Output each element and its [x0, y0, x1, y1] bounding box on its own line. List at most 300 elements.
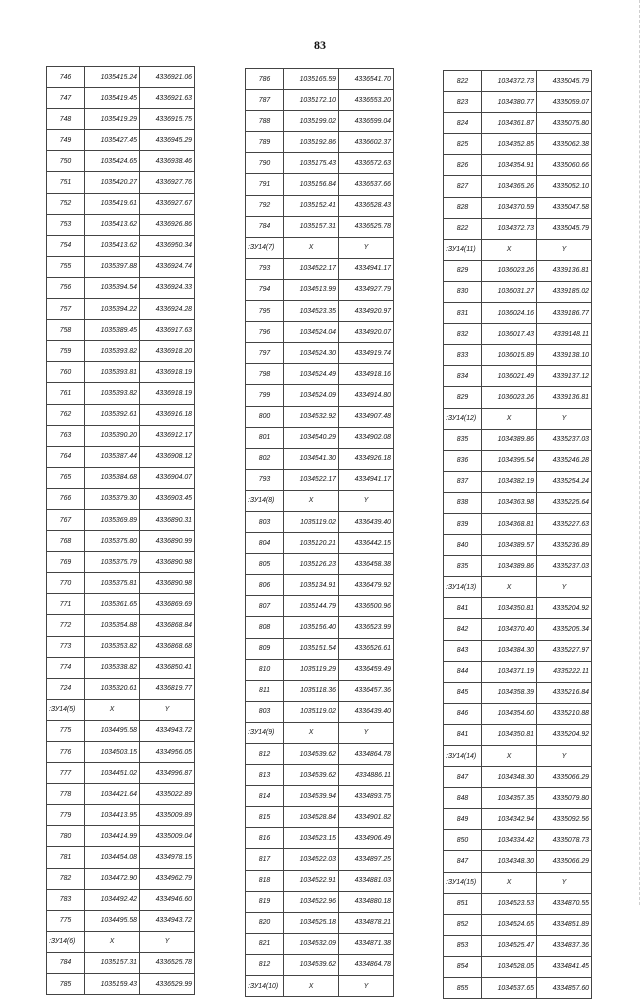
point-id-cell: 761: [47, 383, 85, 404]
x-coordinate-cell: 1035413.62: [85, 235, 140, 256]
point-id-cell: 766: [47, 488, 85, 509]
y-coordinate-cell: 4335225.64: [537, 492, 592, 513]
point-id-cell: 833: [444, 345, 482, 366]
x-coordinate-cell: 1034524.04: [284, 322, 339, 343]
x-coordinate-cell: 1035393.82: [85, 383, 140, 404]
point-id-cell: 831: [444, 303, 482, 324]
y-coordinate-cell: 4335009.04: [140, 826, 195, 847]
x-coordinate-cell: 1035157.31: [85, 952, 140, 973]
point-id-cell: 846: [444, 703, 482, 724]
y-coordinate-cell: 4334943.72: [140, 720, 195, 741]
y-header-cell: Y: [537, 746, 592, 767]
x-coordinate-cell: 1034371.19: [482, 661, 537, 682]
point-id-cell: 844: [444, 661, 482, 682]
x-coordinate-cell: 1035144.79: [284, 596, 339, 617]
point-id-cell: 841: [444, 724, 482, 745]
point-id-cell: 759: [47, 341, 85, 362]
y-coordinate-cell: 4334926.18: [339, 448, 394, 469]
parcel-label-cell: :ЗУ14(10): [246, 976, 284, 997]
y-coordinate-cell: 4334857.60: [537, 978, 592, 999]
x-coordinate-cell: 1035389.45: [85, 320, 140, 341]
x-coordinate-cell: 1034454.08: [85, 847, 140, 868]
point-id-cell: 749: [47, 130, 85, 151]
point-id-cell: 752: [47, 193, 85, 214]
point-id-cell: 840: [444, 535, 482, 556]
table-row: [246, 132, 394, 153]
y-coordinate-cell: 4335210.88: [537, 703, 592, 724]
y-coordinate-cell: 4334927.79: [339, 279, 394, 300]
table-row: [444, 471, 592, 492]
y-coordinate-cell: 4336869.69: [140, 594, 195, 615]
y-coordinate-cell: 4334897.25: [339, 849, 394, 870]
x-coordinate-cell: 1035119.29: [284, 659, 339, 680]
table-row: [246, 786, 394, 807]
point-id-cell: 801: [246, 427, 284, 448]
y-coordinate-cell: 4336938.46: [140, 151, 195, 172]
table-row: [47, 88, 195, 109]
table-row: [47, 404, 195, 425]
table-row: [47, 235, 195, 256]
x-coordinate-cell: 1034532.92: [284, 406, 339, 427]
y-coordinate-cell: 4335204.92: [537, 724, 592, 745]
point-id-cell: 790: [246, 153, 284, 174]
table-row: [47, 868, 195, 889]
y-coordinate-cell: 4335237.03: [537, 429, 592, 450]
y-coordinate-cell: 4336525.78: [339, 216, 394, 237]
x-coordinate-cell: 1034348.30: [482, 767, 537, 788]
y-coordinate-cell: 4336890.31: [140, 509, 195, 530]
x-coordinate-cell: 1034492.42: [85, 889, 140, 910]
x-coordinate-cell: 1035413.62: [85, 214, 140, 235]
point-id-cell: 854: [444, 956, 482, 977]
x-coordinate-cell: 1036024.16: [482, 303, 537, 324]
point-id-cell: 836: [444, 450, 482, 471]
table-row: [47, 552, 195, 573]
table-row: [47, 763, 195, 784]
y-coordinate-cell: 4335078.73: [537, 830, 592, 851]
y-coordinate-cell: 4336439.40: [339, 701, 394, 722]
y-coordinate-cell: 4335045.79: [537, 71, 592, 92]
table-row: [47, 805, 195, 826]
point-id-cell: 768: [47, 531, 85, 552]
y-coordinate-cell: 4335227.63: [537, 513, 592, 534]
table-row: [246, 533, 394, 554]
point-id-cell: 751: [47, 172, 85, 193]
table-row: [246, 617, 394, 638]
y-coordinate-cell: 4334946.60: [140, 889, 195, 910]
point-id-cell: 814: [246, 786, 284, 807]
x-coordinate-cell: 1035384.68: [85, 467, 140, 488]
x-coordinate-cell: 1034395.54: [482, 450, 537, 471]
x-coordinate-cell: 1034513.99: [284, 279, 339, 300]
table-row: [444, 914, 592, 935]
x-coordinate-cell: 1034350.81: [482, 724, 537, 745]
point-id-cell: 770: [47, 573, 85, 594]
point-id-cell: 824: [444, 113, 482, 134]
table-row: [47, 67, 195, 88]
x-coordinate-cell: 1034525.47: [482, 935, 537, 956]
y-coordinate-cell: 4336890.98: [140, 552, 195, 573]
point-id-cell: 818: [246, 870, 284, 891]
y-coordinate-cell: 4336541.70: [339, 69, 394, 90]
x-header-cell: X: [284, 237, 339, 258]
y-coordinate-cell: 4334962.79: [140, 868, 195, 889]
y-coordinate-cell: 4336868.68: [140, 636, 195, 657]
parcel-header-row: [246, 237, 394, 258]
parcel-header-row: [444, 746, 592, 767]
y-coordinate-cell: 4336926.86: [140, 214, 195, 235]
y-coordinate-cell: 4334956.05: [140, 742, 195, 763]
y-header-cell: Y: [537, 577, 592, 598]
table-row: [47, 889, 195, 910]
table-row: [246, 744, 394, 765]
point-id-cell: 788: [246, 111, 284, 132]
y-coordinate-cell: 4336927.67: [140, 193, 195, 214]
table-row: [47, 446, 195, 467]
point-id-cell: 781: [47, 847, 85, 868]
table-row: [246, 427, 394, 448]
table-row: [246, 954, 394, 975]
x-coordinate-cell: 1035156.84: [284, 174, 339, 195]
point-id-cell: 782: [47, 868, 85, 889]
y-header-cell: Y: [339, 722, 394, 743]
y-coordinate-cell: 4339138.10: [537, 345, 592, 366]
point-id-cell: 785: [47, 974, 85, 995]
x-header-cell: X: [284, 722, 339, 743]
y-coordinate-cell: 4336819.77: [140, 678, 195, 699]
x-coordinate-cell: 1036015.89: [482, 345, 537, 366]
x-coordinate-cell: 1034372.73: [482, 71, 537, 92]
x-coordinate-cell: 1034380.77: [482, 92, 537, 113]
parcel-header-row: [47, 931, 195, 952]
x-coordinate-cell: 1036023.26: [482, 260, 537, 281]
point-id-cell: 825: [444, 134, 482, 155]
y-coordinate-cell: 4335045.79: [537, 218, 592, 239]
table-row: [246, 511, 394, 532]
point-id-cell: 850: [444, 830, 482, 851]
y-coordinate-cell: 4335254.24: [537, 471, 592, 492]
table-row: [246, 765, 394, 786]
x-coordinate-cell: 1035392.61: [85, 404, 140, 425]
table-row: [444, 830, 592, 851]
y-coordinate-cell: 4336921.63: [140, 88, 195, 109]
parcel-label-cell: :ЗУ14(9): [246, 722, 284, 743]
point-id-cell: 842: [444, 619, 482, 640]
y-coordinate-cell: 4336917.63: [140, 320, 195, 341]
table-row: [444, 345, 592, 366]
x-coordinate-cell: 1035151.54: [284, 638, 339, 659]
x-coordinate-cell: 1034358.39: [482, 682, 537, 703]
y-coordinate-cell: 4335075.80: [537, 113, 592, 134]
table-row: [444, 450, 592, 471]
x-coordinate-cell: 1035419.61: [85, 193, 140, 214]
y-coordinate-cell: 4339137.12: [537, 366, 592, 387]
table-row: [47, 826, 195, 847]
point-id-cell: 797: [246, 343, 284, 364]
y-coordinate-cell: 4334870.55: [537, 893, 592, 914]
table-row: [246, 701, 394, 722]
y-coordinate-cell: 4335236.89: [537, 535, 592, 556]
y-coordinate-cell: 4335237.03: [537, 556, 592, 577]
table-row: [444, 767, 592, 788]
point-id-cell: 783: [47, 889, 85, 910]
point-id-cell: 837: [444, 471, 482, 492]
point-id-cell: 769: [47, 552, 85, 573]
point-id-cell: 784: [47, 952, 85, 973]
table-row: [47, 320, 195, 341]
y-header-cell: Y: [339, 976, 394, 997]
table-row: [246, 575, 394, 596]
table-row: [444, 788, 592, 809]
table-row: [444, 661, 592, 682]
x-coordinate-cell: 1034528.05: [482, 956, 537, 977]
table-row: [47, 193, 195, 214]
table-row: [246, 364, 394, 385]
table-row: [47, 151, 195, 172]
y-coordinate-cell: 4334864.78: [339, 744, 394, 765]
y-coordinate-cell: 4334920.97: [339, 301, 394, 322]
point-id-cell: 810: [246, 659, 284, 680]
y-coordinate-cell: 4339148.11: [537, 324, 592, 345]
coordinates-table-3: [443, 70, 592, 999]
table-row: [47, 467, 195, 488]
y-coordinate-cell: 4336903.45: [140, 488, 195, 509]
point-id-cell: 855: [444, 978, 482, 999]
x-coordinate-cell: 1034370.40: [482, 619, 537, 640]
y-coordinate-cell: 4335092.56: [537, 809, 592, 830]
parcel-header-row: [444, 239, 592, 260]
y-coordinate-cell: 4336918.19: [140, 362, 195, 383]
table-row: [47, 594, 195, 615]
x-coordinate-cell: 1034413.95: [85, 805, 140, 826]
table-row: [444, 513, 592, 534]
y-coordinate-cell: 4334906.49: [339, 828, 394, 849]
point-id-cell: 757: [47, 299, 85, 320]
table-row: [444, 956, 592, 977]
y-coordinate-cell: 4339136.81: [537, 260, 592, 281]
x-coordinate-cell: 1035134.91: [284, 575, 339, 596]
x-coordinate-cell: 1034421.64: [85, 784, 140, 805]
table-row: [47, 488, 195, 509]
table-row: [47, 172, 195, 193]
parcel-header-row: [246, 722, 394, 743]
x-coordinate-cell: 1035375.80: [85, 531, 140, 552]
y-coordinate-cell: 4334878.21: [339, 912, 394, 933]
x-coordinate-cell: 1034540.29: [284, 427, 339, 448]
y-coordinate-cell: 4335060.66: [537, 155, 592, 176]
y-coordinate-cell: 4334914.80: [339, 385, 394, 406]
point-id-cell: 803: [246, 701, 284, 722]
point-id-cell: 802: [246, 448, 284, 469]
x-coordinate-cell: 1034522.91: [284, 870, 339, 891]
point-id-cell: 822: [444, 71, 482, 92]
table-row: [47, 974, 195, 995]
y-coordinate-cell: 4334918.16: [339, 364, 394, 385]
y-coordinate-cell: 4336553.20: [339, 90, 394, 111]
table-row: [444, 113, 592, 134]
y-coordinate-cell: 4336500.96: [339, 596, 394, 617]
point-id-cell: 835: [444, 556, 482, 577]
parcel-label-cell: :ЗУ14(11): [444, 239, 482, 260]
x-coordinate-cell: 1034348.30: [482, 851, 537, 872]
table-row: [246, 258, 394, 279]
x-coordinate-cell: 1035393.82: [85, 341, 140, 362]
parcel-header-row: [444, 577, 592, 598]
x-coordinate-cell: 1035397.88: [85, 256, 140, 277]
point-id-cell: 799: [246, 385, 284, 406]
x-coordinate-cell: 1035338.82: [85, 657, 140, 678]
y-coordinate-cell: 4334996.87: [140, 763, 195, 784]
x-coordinate-cell: 1034354.60: [482, 703, 537, 724]
y-coordinate-cell: 4336890.98: [140, 573, 195, 594]
point-id-cell: 817: [246, 849, 284, 870]
y-coordinate-cell: 4334919.74: [339, 343, 394, 364]
y-coordinate-cell: 4336890.99: [140, 531, 195, 552]
y-coordinate-cell: 4334864.78: [339, 954, 394, 975]
x-coordinate-cell: 1035119.02: [284, 511, 339, 532]
x-header-cell: X: [284, 490, 339, 511]
x-coordinate-cell: 1035320.61: [85, 678, 140, 699]
point-id-cell: 827: [444, 176, 482, 197]
point-id-cell: 832: [444, 324, 482, 345]
x-header-cell: X: [482, 872, 537, 893]
y-coordinate-cell: 4336602.37: [339, 132, 394, 153]
y-coordinate-cell: 4336924.28: [140, 299, 195, 320]
y-header-cell: Y: [339, 490, 394, 511]
table-row: [246, 322, 394, 343]
x-coordinate-cell: 1035119.02: [284, 701, 339, 722]
table-row: [444, 851, 592, 872]
y-coordinate-cell: 4336599.04: [339, 111, 394, 132]
table-row: [246, 111, 394, 132]
table-row: [246, 849, 394, 870]
y-coordinate-cell: 4334837.36: [537, 935, 592, 956]
x-coordinate-cell: 1034389.57: [482, 535, 537, 556]
parcel-label-cell: :ЗУ14(13): [444, 577, 482, 598]
coordinates-table-2: [245, 68, 394, 997]
y-coordinate-cell: 4339185.02: [537, 281, 592, 302]
table-row: [444, 893, 592, 914]
point-id-cell: 804: [246, 533, 284, 554]
table-row: [444, 366, 592, 387]
x-coordinate-cell: 1034541.30: [284, 448, 339, 469]
x-coordinate-cell: 1034524.30: [284, 343, 339, 364]
table-row: [444, 260, 592, 281]
y-coordinate-cell: 4336927.76: [140, 172, 195, 193]
x-coordinate-cell: 1034539.94: [284, 786, 339, 807]
x-coordinate-cell: 1034528.84: [284, 807, 339, 828]
x-coordinate-cell: 1036031.27: [482, 281, 537, 302]
point-id-cell: 803: [246, 511, 284, 532]
x-header-cell: X: [85, 699, 140, 720]
table-row: [444, 724, 592, 745]
x-coordinate-cell: 1035120.21: [284, 533, 339, 554]
table-row: [444, 492, 592, 513]
x-coordinate-cell: 1035175.43: [284, 153, 339, 174]
y-coordinate-cell: 4336904.07: [140, 467, 195, 488]
point-id-cell: 750: [47, 151, 85, 172]
parcel-header-row: [444, 872, 592, 893]
y-coordinate-cell: 4339136.81: [537, 387, 592, 408]
x-coordinate-cell: 1035424.65: [85, 151, 140, 172]
x-coordinate-cell: 1034334.42: [482, 830, 537, 851]
x-coordinate-cell: 1034451.02: [85, 763, 140, 784]
table-row: [444, 935, 592, 956]
table-row: [444, 155, 592, 176]
point-id-cell: 820: [246, 912, 284, 933]
x-coordinate-cell: 1034524.49: [284, 364, 339, 385]
point-id-cell: 812: [246, 744, 284, 765]
x-coordinate-cell: 1034370.59: [482, 197, 537, 218]
point-id-cell: 845: [444, 682, 482, 703]
x-coordinate-cell: 1035192.86: [284, 132, 339, 153]
y-coordinate-cell: 4335222.11: [537, 661, 592, 682]
table-row: [246, 279, 394, 300]
table-row: [47, 636, 195, 657]
x-coordinate-cell: 1034363.98: [482, 492, 537, 513]
point-id-cell: 773: [47, 636, 85, 657]
y-coordinate-cell: 4336918.20: [140, 341, 195, 362]
table-row: [444, 598, 592, 619]
x-coordinate-cell: 1034522.03: [284, 849, 339, 870]
y-coordinate-cell: 4335079.80: [537, 788, 592, 809]
y-coordinate-cell: 4334907.48: [339, 406, 394, 427]
y-coordinate-cell: 4336523.99: [339, 617, 394, 638]
y-coordinate-cell: 4336525.78: [140, 952, 195, 973]
x-coordinate-cell: 1034342.94: [482, 809, 537, 830]
point-id-cell: 835: [444, 429, 482, 450]
y-coordinate-cell: 4336458.38: [339, 554, 394, 575]
y-coordinate-cell: 4336528.43: [339, 195, 394, 216]
point-id-cell: 764: [47, 446, 85, 467]
x-coordinate-cell: 1034472.90: [85, 868, 140, 889]
table-row: [246, 933, 394, 954]
x-coordinate-cell: 1034539.62: [284, 954, 339, 975]
x-coordinate-cell: 1035387.44: [85, 446, 140, 467]
x-coordinate-cell: 1035415.24: [85, 67, 140, 88]
x-coordinate-cell: 1034365.26: [482, 176, 537, 197]
table-row: [444, 218, 592, 239]
point-id-cell: 777: [47, 763, 85, 784]
table-row: [444, 134, 592, 155]
x-coordinate-cell: 1034523.15: [284, 828, 339, 849]
y-coordinate-cell: 4334941.17: [339, 469, 394, 490]
point-id-cell: 829: [444, 387, 482, 408]
table-row: [444, 535, 592, 556]
table-row: [47, 678, 195, 699]
x-coordinate-cell: 1035427.45: [85, 130, 140, 151]
y-coordinate-cell: 4336442.15: [339, 533, 394, 554]
point-id-cell: 806: [246, 575, 284, 596]
point-id-cell: 819: [246, 891, 284, 912]
table-row: [47, 256, 195, 277]
table-row: [246, 680, 394, 701]
y-coordinate-cell: 4334881.03: [339, 870, 394, 891]
table-row: [246, 807, 394, 828]
x-coordinate-cell: 1035157.31: [284, 216, 339, 237]
table-row: [47, 299, 195, 320]
point-id-cell: 767: [47, 509, 85, 530]
point-id-cell: 771: [47, 594, 85, 615]
x-coordinate-cell: 1034524.09: [284, 385, 339, 406]
x-coordinate-cell: 1035159.43: [85, 974, 140, 995]
y-header-cell: Y: [537, 239, 592, 260]
x-coordinate-cell: 1034532.09: [284, 933, 339, 954]
y-coordinate-cell: 4334886.11: [339, 765, 394, 786]
table-row: [246, 195, 394, 216]
x-coordinate-cell: 1034539.62: [284, 765, 339, 786]
x-coordinate-cell: 1034495.58: [85, 910, 140, 931]
